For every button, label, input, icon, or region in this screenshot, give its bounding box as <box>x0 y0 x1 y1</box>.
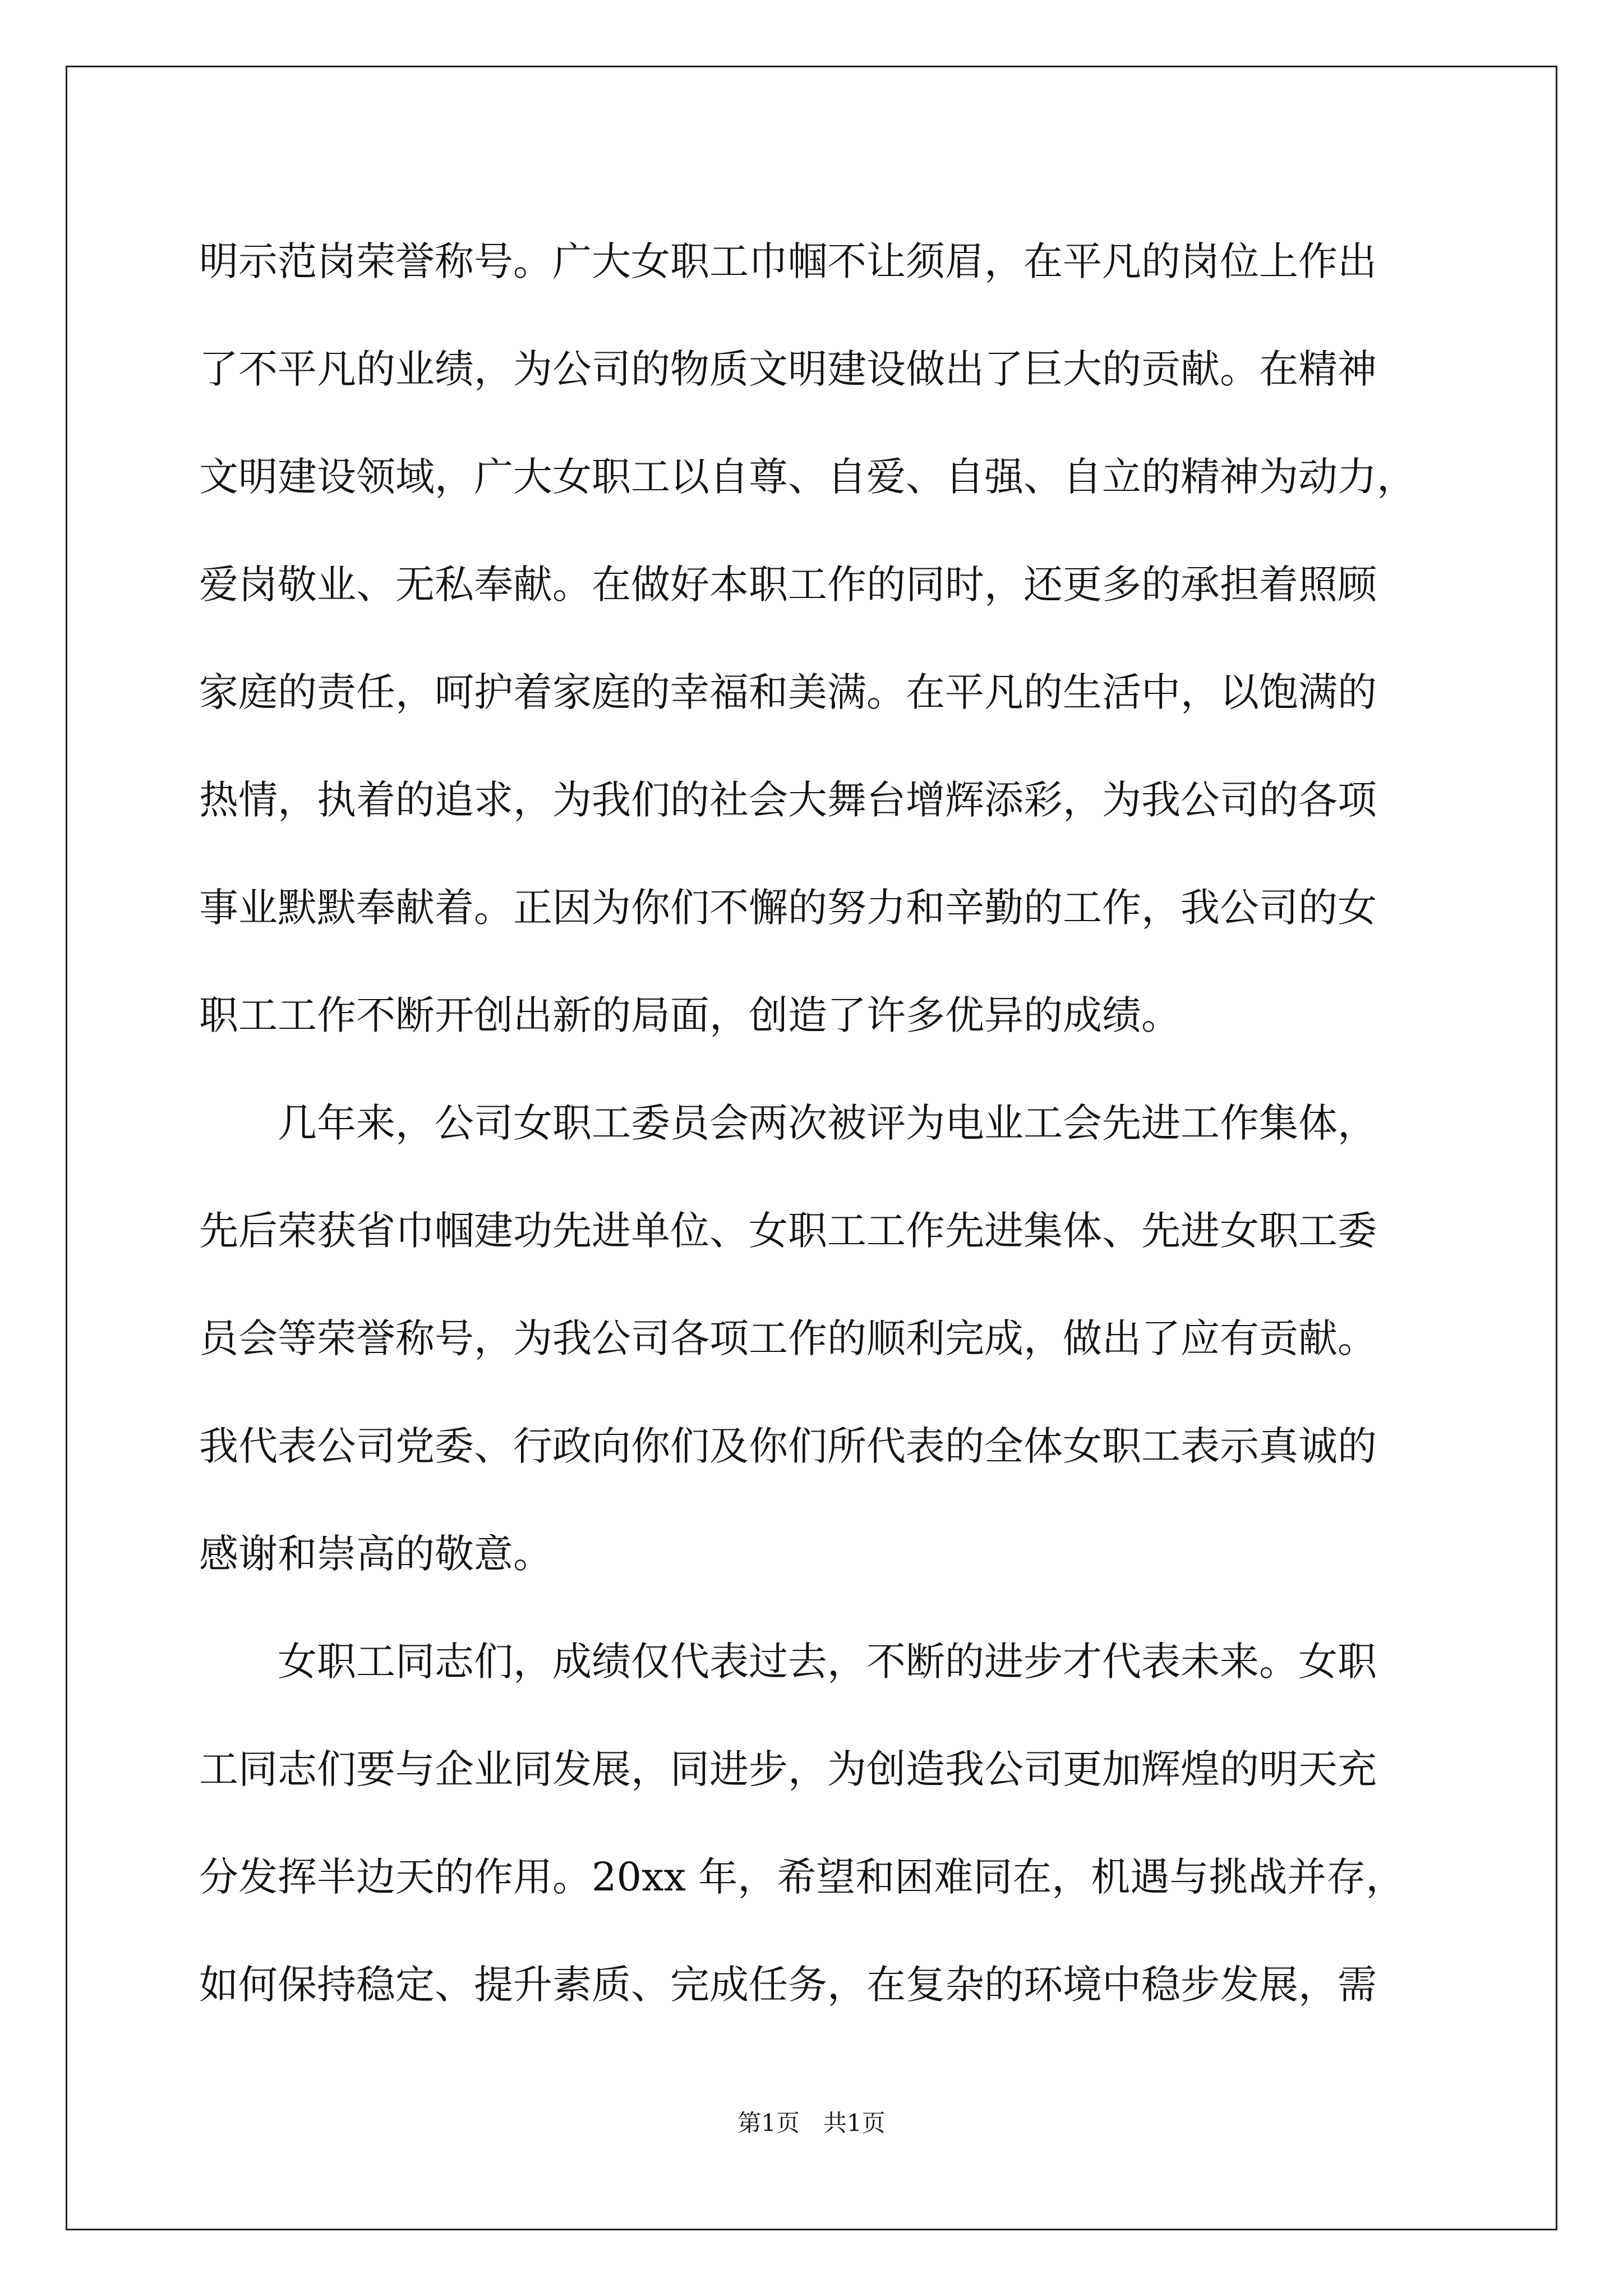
text-line: 明示范岗荣誉称号。广大女职工巾帼不让须眉，在平凡的岗位上作出 <box>199 238 1377 284</box>
text-line: 员会等荣誉称号，为我公司各项工作的顺利完成，做出了应有贡献。 <box>199 1315 1377 1361</box>
document-body <box>199 208 1438 2039</box>
text-line: 感谢和崇高的敬意。 <box>199 1531 552 1577</box>
paragraph-start-line: 女职工同志们，成绩仅代表过去，不断的进步才代表未来。女职 <box>278 1639 1377 1685</box>
text-line: 我代表公司党委、行政向你们及你们所代表的全体女职工表示真诚的 <box>199 1423 1377 1469</box>
text-line: 如何保持稳定、提升素质、完成任务，在复杂的环境中稳步发展，需 <box>199 1962 1377 2008</box>
text-line: 家庭的责任，呵护着家庭的幸福和美满。在平凡的生活中，以饱满的 <box>199 669 1377 715</box>
text-line: 了不平凡的业绩，为公司的物质文明建设做出了巨大的贡献。在精神 <box>199 346 1377 392</box>
text-line: 文明建设领域，广大女职工以自尊、自爱、自强、自立的精神为动力， <box>199 454 1416 500</box>
text-line: 先后荣获省巾帼建功先进单位、女职工工作先进集体、先进女职工委 <box>199 1208 1377 1254</box>
page-number-footer: 第1页 共1页 <box>737 2109 886 2137</box>
paragraph-start-line: 几年来，公司女职工委员会两次被评为电业工会先进工作集体， <box>278 1100 1377 1146</box>
text-line: 事业默默奉献着。正因为你们不懈的努力和辛勤的工作，我公司的女 <box>199 885 1377 931</box>
text-line: 分发挥半边天的作用。20xx 年，希望和困难同在，机遇与挑战并存， <box>199 1854 1405 1900</box>
text-line: 职工工作不断开创出新的局面，创造了许多优异的成绩。 <box>199 992 1181 1038</box>
text-line: 爱岗敬业、无私奉献。在做好本职工作的同时，还更多的承担着照顾 <box>199 562 1377 608</box>
text-line: 热情，执着的追求，为我们的社会大舞台增辉添彩，为我公司的各项 <box>199 777 1377 823</box>
text-line: 工同志们要与企业同发展，同进步，为创造我公司更加辉煌的明天充 <box>199 1746 1377 1792</box>
